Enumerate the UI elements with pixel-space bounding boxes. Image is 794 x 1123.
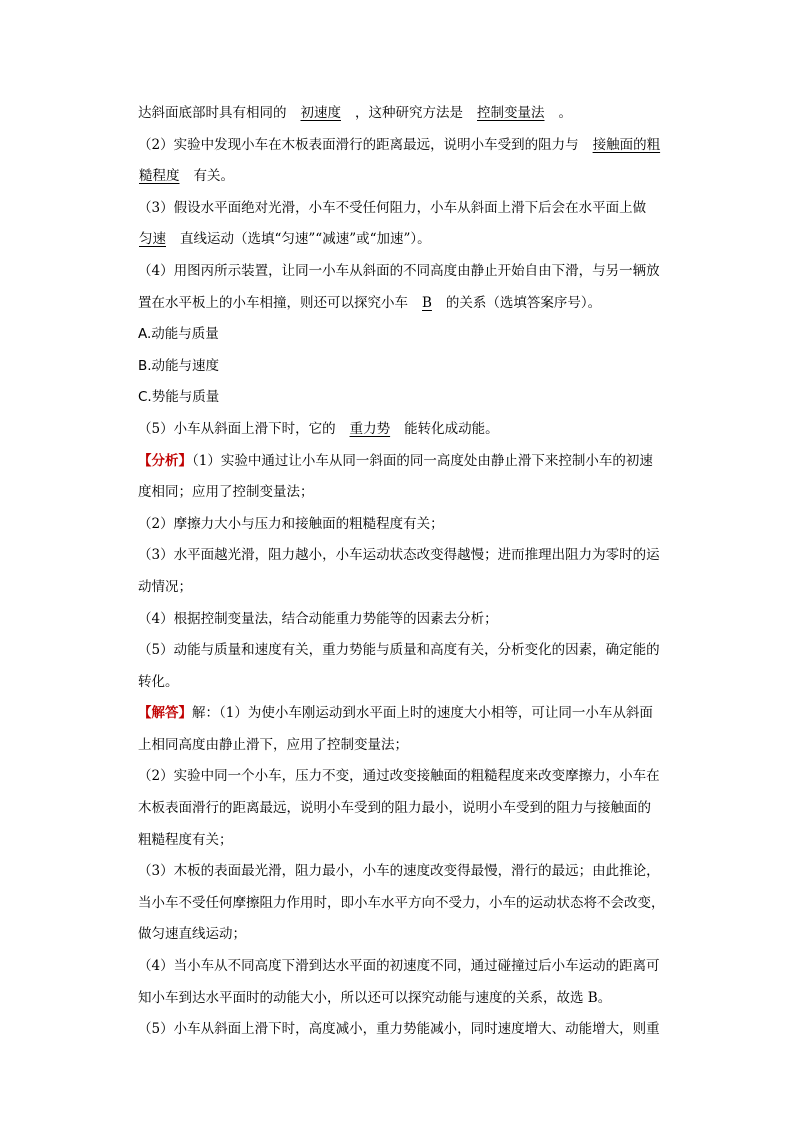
answer-blank-method: 控制变量法: [477, 105, 545, 121]
answer-line: 做匀速直线运动；: [138, 926, 246, 943]
option-b: B.动能与速度: [138, 357, 220, 374]
analysis-line: （4）根据控制变量法，结合动能重力势能等的因素去分析；: [138, 610, 498, 627]
answer-line: 当小车不受任何摩擦阻力作用时，即小车水平方向不受力，小车的运动状态将不会改变，: [138, 894, 665, 911]
analysis-line: 转化。: [138, 673, 179, 690]
analysis-line: （2）摩擦力大小与压力和接触面的粗糙程度有关；: [138, 515, 444, 532]
answer-line: （5）小车从斜面上滑下时，高度减小，重力势能减小，同时速度增大、动能增大，则重: [138, 1021, 660, 1038]
question-3-line-2: 匀速 直线运动（选填“匀速”“减速”或“加速”）。: [138, 224, 678, 256]
answer-line: （4）当小车从不同高度下滑到达水平面的初速度不同，通过碰撞过后小车运动的距离可: [138, 958, 660, 975]
answer-tag: 【解答】: [138, 705, 192, 722]
answer-line: （3）木板的表面最光滑，阻力最小，小车的速度改变得最慢，滑行的最远；由此推论，: [138, 863, 660, 880]
analysis-line: （3）水平面越光滑，阻力越小，小车运动状态改变得越慢；进而推理出阻力为零时的运: [138, 547, 660, 564]
answer-line-1: 【解答】解：（1）为使小车刚运动到水平面上时的速度大小相等，可让同一小车从斜面: [138, 705, 653, 722]
answer-blank-uniform: 匀速: [139, 231, 166, 248]
question-5-line: （5）小车从斜面上滑下时，它的 重力势 能转化成动能。: [138, 414, 678, 446]
question-4-line-1: （4）用图丙所示装置，让同一小车从斜面的不同高度由静止开始自由下滑，与另一辆放: [138, 262, 660, 279]
analysis-line: （5）动能与质量和速度有关，重力势能与质量和高度有关，分析变化的因素，确定能的: [138, 642, 660, 659]
question-line-1: 达斜面底部时具有相同的 初速度 ，这种研究方法是 控制变量法 。: [138, 98, 678, 130]
answer-blank-choice: B: [422, 294, 432, 311]
answer-blank-gravitational: 重力势: [349, 420, 391, 437]
question-3-line-1: （3）假设水平面绝对光滑，小车不受任何阻力，小车从斜面上滑下后会在水平面上做: [138, 199, 647, 216]
question-4-line-2: 置在水平板上的小车相撞，则还可以探究小车 B 的关系（选填答案序号）。: [138, 288, 678, 320]
answer-blank-roughness-a: 接触面的粗: [592, 136, 661, 153]
analysis-line-1: 【分析】（1）实验中通过让小车从同一斜面的同一高度处由静止滑下来控制小车的初速: [138, 452, 653, 469]
answer-line: 知小车到达水平面时的动能大小，所以还可以探究动能与速度的关系，故选 B。: [138, 989, 612, 1006]
analysis-line: 度相同；应用了控制变量法；: [138, 484, 314, 501]
answer-line: 木板表面滑行的距离最远，说明小车受到的阻力最小，说明小车受到的阻力与接触面的: [138, 800, 651, 817]
answer-line: 上相同高度由静止滑下，应用了控制变量法；: [138, 736, 408, 753]
answer-blank-roughness-b: 糙程度: [139, 168, 180, 185]
option-c: C.势能与质量: [138, 389, 220, 406]
answer-line: （2）实验中同一个小车，压力不变，通过改变接触面的粗糙程度来改变摩擦力，小车在: [138, 768, 660, 785]
analysis-line: 动情况；: [138, 578, 192, 595]
question-2-line-1: （2）实验中发现小车在木板表面滑行的距离最远，说明小车受到的阻力与 接触面的粗: [138, 130, 678, 162]
answer-blank-initial-speed: 初速度: [300, 105, 341, 121]
question-2-line-2: 糙程度 有关。: [138, 161, 678, 193]
option-a: A.动能与质量: [138, 326, 219, 343]
analysis-tag: 【分析】: [138, 452, 192, 469]
document-body: [138, 98, 678, 1046]
answer-line: 粗糙程度有关；: [138, 831, 233, 848]
